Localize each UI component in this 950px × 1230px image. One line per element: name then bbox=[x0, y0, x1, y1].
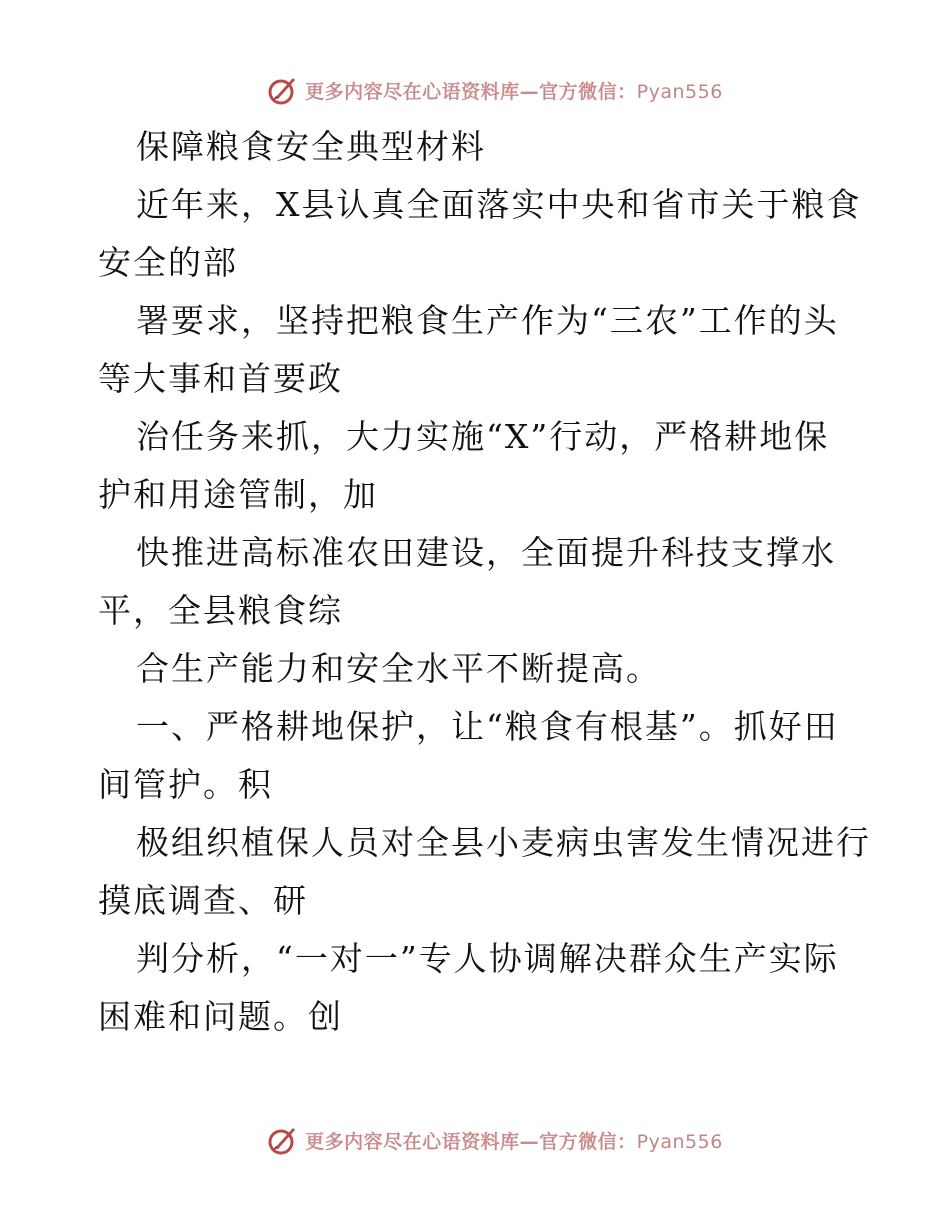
header-watermark-banner bbox=[0, 70, 950, 110]
document-line: 平，全县粮食综 bbox=[98, 591, 343, 630]
document-line: 间管护。积 bbox=[98, 765, 273, 804]
document-line: 判分析，“一对一”专人协调解决群众生产实际 bbox=[136, 939, 839, 978]
document-line: 护和用途管制，加 bbox=[98, 475, 378, 514]
footer-watermark-banner bbox=[0, 1120, 950, 1160]
document-body bbox=[98, 118, 871, 1046]
quill-logo-icon bbox=[267, 1124, 299, 1156]
document-line: 一、严格耕地保护，让“粮食有根基”。抓好田 bbox=[136, 707, 839, 746]
document-line: 困难和问题。创 bbox=[98, 997, 343, 1036]
document-line: 极组织植保人员对全县小麦病虫害发生情况进行 bbox=[136, 823, 871, 862]
document-line: 快推进高标准农田建设，全面提升科技支撑水 bbox=[136, 533, 836, 572]
watermark-text: 更多内容尽在心语资料库—官方微信：Pyan556 bbox=[305, 1130, 723, 1153]
document-line: 摸底调查、研 bbox=[98, 881, 308, 920]
document-line: 近年来，X县认真全面落实中央和省市关于粮食 bbox=[136, 185, 862, 224]
document-line: 治任务来抓，大力实施“X”行动，严格耕地保 bbox=[136, 417, 830, 456]
document-line: 保障粮食安全典型材料 bbox=[136, 127, 486, 166]
document-line: 合生产能力和安全水平不断提高。 bbox=[136, 649, 661, 688]
watermark-text: 更多内容尽在心语资料库—官方微信：Pyan556 bbox=[305, 80, 723, 103]
quill-logo-icon bbox=[267, 74, 299, 106]
document-line: 等大事和首要政 bbox=[98, 359, 343, 398]
document-line: 安全的部 bbox=[98, 243, 238, 282]
document-line: 署要求，坚持把粮食生产作为“三农”工作的头 bbox=[136, 301, 839, 340]
